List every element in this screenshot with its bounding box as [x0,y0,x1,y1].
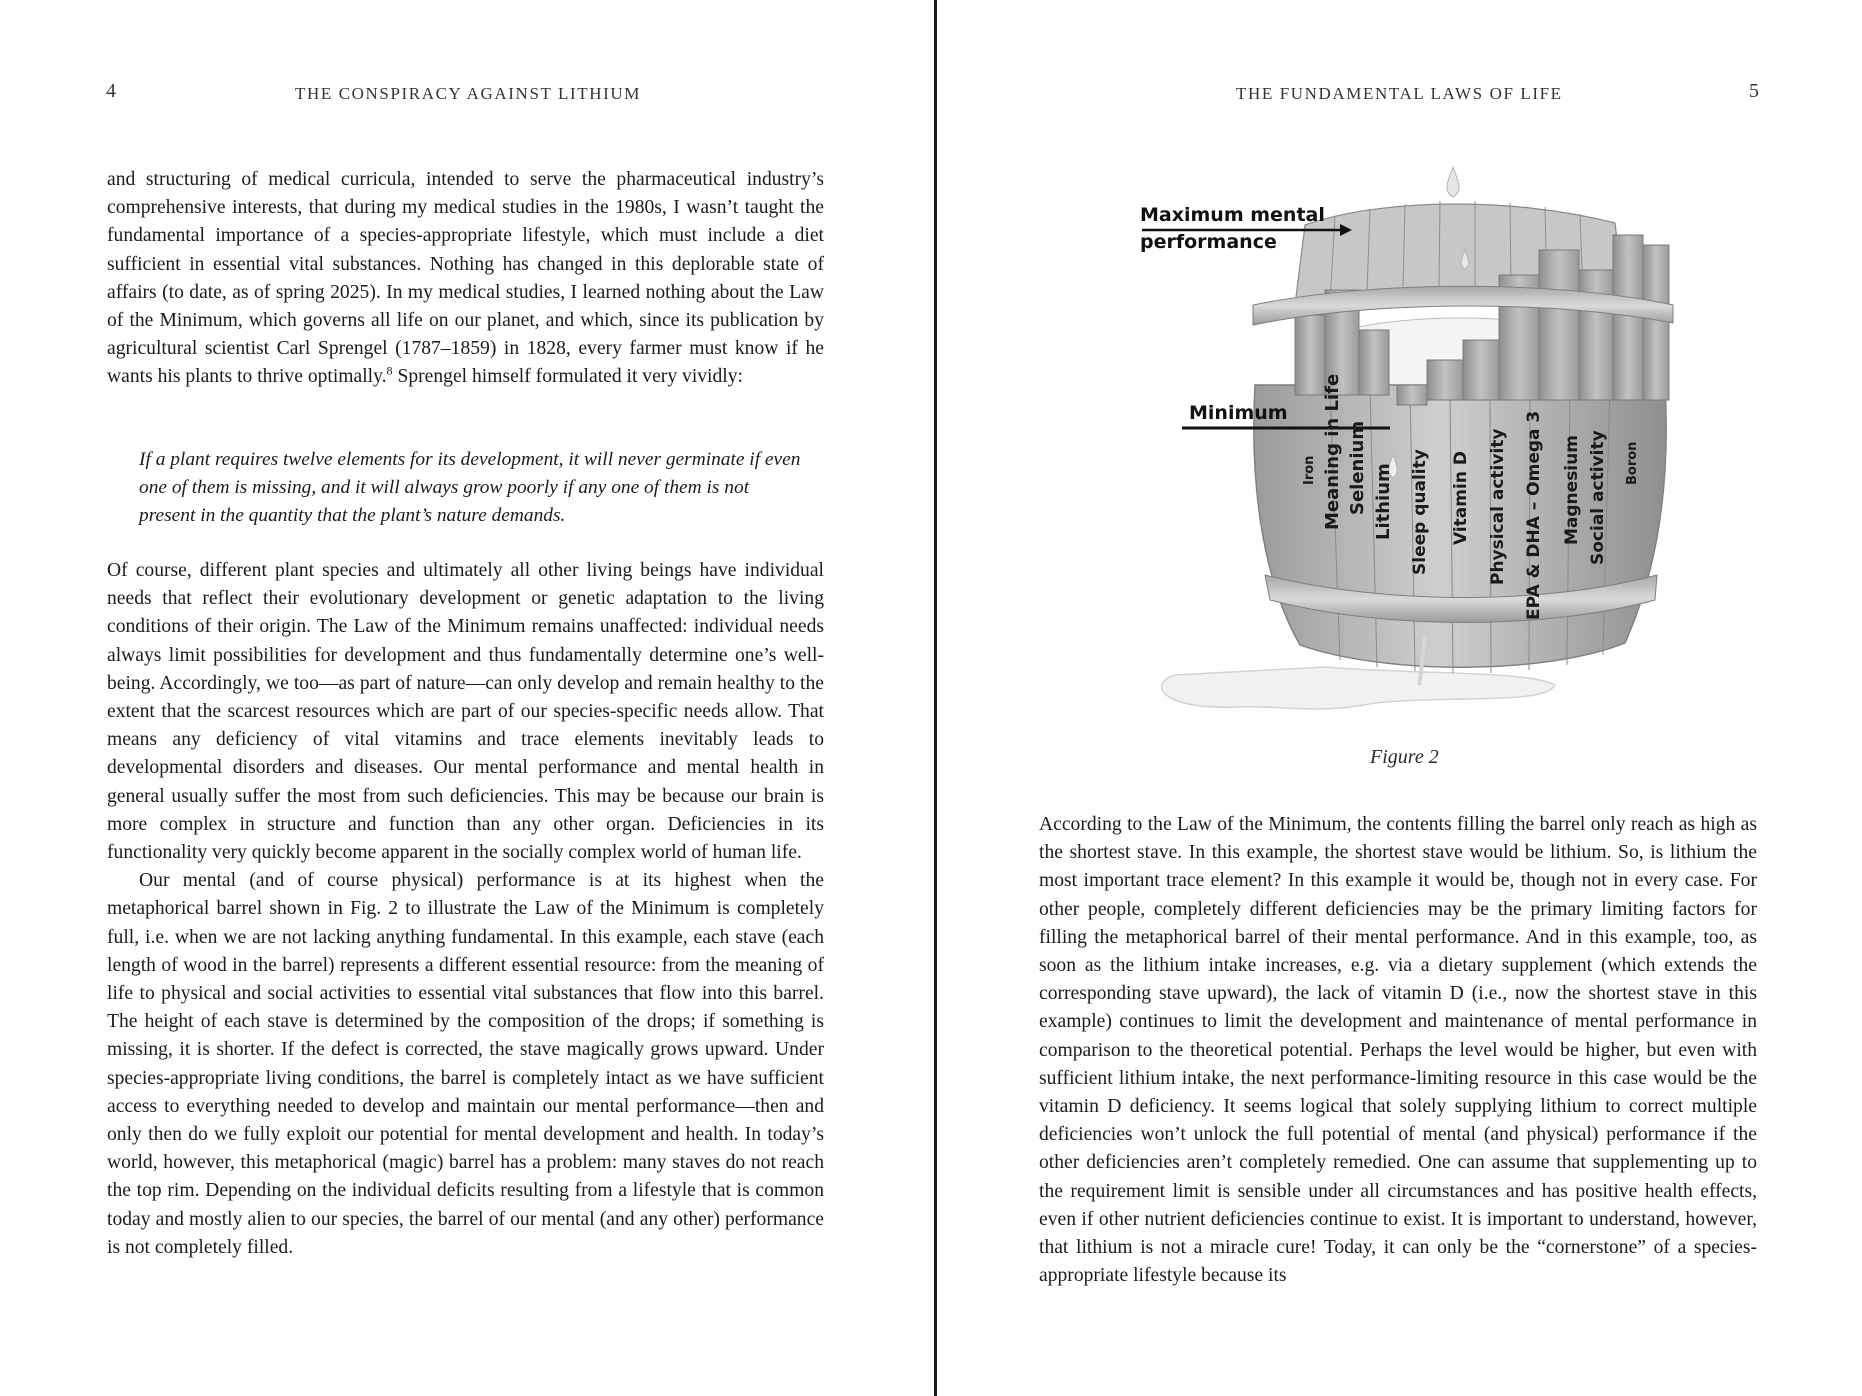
barrel-illustration [1125,155,1685,735]
quote-text: If a plant requires twelve elements for its development, it will never germinate if even one of them is missing, and it will always grow poorly if any one of them is not present in the quantity that the plant’s nature demands. [139,449,801,527]
body-text-top [107,166,824,392]
stave-vitamin-d [1463,340,1499,400]
stave-selenium [1359,330,1389,395]
block-quote [139,446,804,531]
paragraph-1 [107,166,824,392]
stave-label-vitamin-d: Vitamin D [1451,451,1471,545]
stave-lithium [1397,385,1427,405]
barrel-figure [1125,155,1685,735]
stave-label-boron: Boron [1625,441,1640,485]
running-head-left: THE CONSPIRACY AGAINST LITHIUM [295,84,641,103]
stave-label-lithium: Lithium [1373,463,1394,540]
running-head-right: THE FUNDAMENTAL LAWS OF LIFE [1236,84,1563,103]
spilled-liquid [1162,667,1556,709]
body-text-right [1039,811,1757,1290]
stave-label-sleep-quality: Sleep quality [1410,449,1430,575]
label-maximum-line1: Maximum mental [1140,204,1325,226]
stave-label-epa-dha: EPA & DHA – Omega 3 [1524,410,1544,620]
stave-sleep-quality [1427,360,1463,400]
stave-boron [1643,245,1669,400]
stave-label-selenium: Selenium [1347,420,1368,515]
label-maximum-line2: performance [1140,231,1277,253]
stave-iron [1295,315,1325,395]
stave-label-physical-activity: Physical activity [1488,428,1508,585]
stave-magnesium [1579,270,1613,400]
paragraph-1-tail: Sprengel himself formulated it very vividly: [392,366,743,388]
paragraph-2: Of course, different plant species and ultimately all other living beings have individual needs that reflect their evolutionary development or genetic adaptation to the living conditions of their origin. The Law of the Minimum remains unaffected: individual needs always limit possibilities for development and thus fundamentally determine one’s well-being. Accordingly, we too—as part of nature—can only develop and remain healthy to the extent that the scarcest resources which are part of our species-specific needs allow. That means any deficiency of vital vitamins and trace elements inevitably leads to developmental disorders and diseases. Our mental performance and mental health in general usually suffer the most from such deficiencies. This may be because our brain is more complex in structure and function than any other organ. Deficiencies in its functionality very quickly become apparent in the socially complex world of human life. [107,560,824,864]
stave-label-magnesium: Magnesium [1562,435,1582,545]
figure-caption: Figure 2 [1370,746,1439,768]
footnote-reference[interactable]: 8 [386,363,393,378]
page-number-right: 5 [1749,80,1759,102]
paragraph-1-text: and structuring of medical curricula, intended to serve the pharmaceutical industry’s comprehensive interests, that during my medical studies in the 1980s, I wasn’t taught the fundamental importance of a species-appropriate lifestyle, which must include a diet sufficient in essential vital substances. Nothing has changed in this deplorable state of affairs (to date, as of spring 2025). In my medical studies, I learned nothing about the Law of the Minimum, which governs all life on our planet, and which, since its publication by agricultural scientist Carl Sprengel (1787–1859) in 1828, every farmer must know if he wants his plants to thrive optimally. [107,169,824,388]
stave-epa-dha [1539,250,1579,400]
paragraph-right-1: According to the Law of the Minimum, the contents filling the barrel only reach as high as the shortest stave. In this example, the shortest stave would be lithium. So, is lithium the most important trace element? In this example it would be, though not in every case. For other people, completely different deficiencies may be the primary limiting factors for filling the metaphorical barrel of their mental performance. And in this example, too, as soon as the lithium intake increases, e.g. via a dietary supplement (which extends the corresponding stave upward), the lack of vitamin D (i.e., now the shortest stave in this example) continues to limit the development and maintenance of mental performance in comparison to the theoretical potential. Perhaps the level would be higher, but even with sufficient lithium intake, the next performance-limiting resource in this case would be the vitamin D deficiency. It seems logical that solely supplying lithium to correct multiple deficiencies won’t unlock the full potential of mental (and physical) performance if the other deficiencies aren’t completely remedied. One can assume that supplementing up to the requirement limit is sensible under all circumstances and has positive health effects, even if other nutrient deficiencies continue to exist. It is important to understand, however, that lithium is not a miracle cure! Today, it can only be the “cornerstone” of a species-appropriate lifestyle because its [1039,814,1757,1287]
stave-label-meaning-in-life: Meaning in Life [1322,373,1343,530]
drop-top [1447,167,1459,197]
paragraph-3: Our mental (and of course physical) performance is at its highest when the metaphorical barrel shown in Fig. 2 to illustrate the Law of the Minimum is completely full, i.e. when we are not lacking anything fundamental. In this example, each stave (each length of wood in the barrel) represents a different essential resource: from the meaning of life to physical and social activities to essential vital substances that flow into this barrel. The height of each stave is determined by the composition of the drops; if something is missing, it is shorter. If the defect is corrected, the stave magically grows upward. Under species-appropriate living conditions, the barrel is completely intact as we have sufficient access to everything needed to develop and maintain our mental performance—then and only then do we fully exploit our potential for mental development and health. In today’s world, however, this metaphorical (magic) barrel has a problem: many staves do not reach the top rim. Depending on the individual deficits resulting from a lifestyle that is common today and mostly alien to our species, the barrel of our mental (and any other) performance is not completely filled. [107,870,824,1258]
label-minimum: Minimum [1189,402,1288,424]
body-text-bottom [107,557,824,1262]
page-number-left: 4 [106,80,116,102]
stave-label-social-activity: Social activity [1588,430,1608,565]
stave-label-iron: Iron [1302,455,1317,485]
